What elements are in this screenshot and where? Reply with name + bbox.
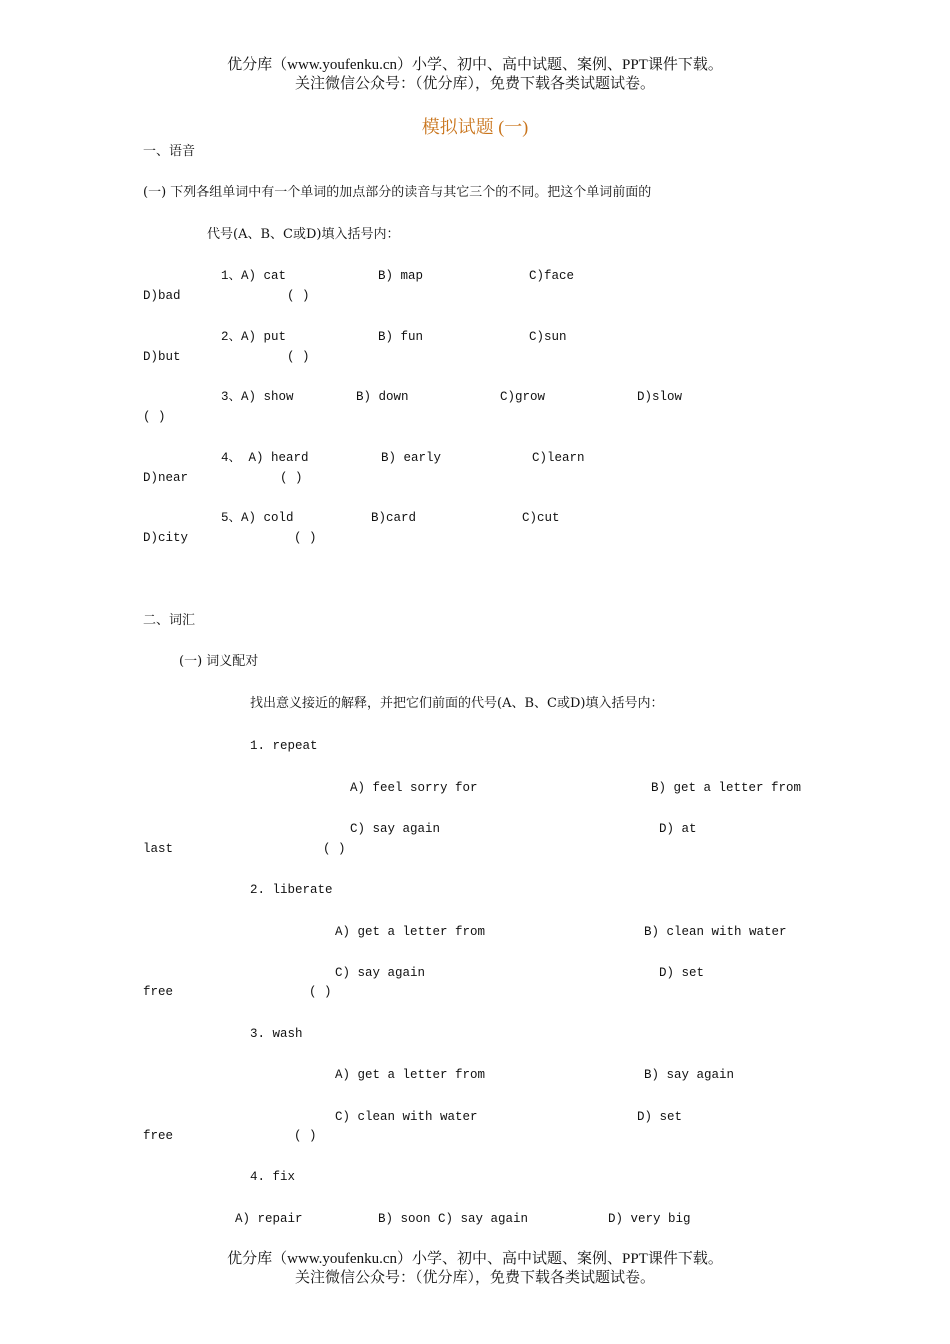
answer-blank: ( ) (143, 410, 166, 424)
answer-blank: ( ) (294, 531, 317, 545)
option-a: A) repair (235, 1212, 303, 1226)
option-c: C)cut (522, 511, 560, 525)
option-c: C) say again (350, 822, 441, 836)
footer-line-2: 关注微信公众号：（优分库），免费下载各类试题试卷。 (294, 1270, 655, 1286)
option-b: B) down (356, 390, 409, 404)
option-a: A) get a letter from (335, 925, 486, 939)
answer-blank: ( ) (294, 1129, 317, 1143)
option-d-continued: free (143, 1129, 174, 1143)
option-a: 3、A) show (221, 390, 294, 404)
option-c: C)face (529, 269, 575, 283)
option-d: D)near (143, 471, 189, 485)
option-d-continued: last (143, 842, 174, 856)
page-title: 模拟试题 (一) (421, 117, 529, 137)
option-d: D)slow (637, 390, 683, 404)
answer-blank: ( ) (280, 471, 303, 485)
option-d: D) set (637, 1110, 683, 1124)
option-a: 1、A) cat (221, 269, 287, 283)
option-a: 4、 A) heard (221, 451, 309, 465)
option-c: C)grow (500, 390, 546, 404)
option-b: B) fun (378, 330, 424, 344)
option-c: C)sun (529, 330, 567, 344)
option-d: D)bad (143, 289, 181, 303)
section-1-part-1-instruction: 代号(A、B、C或D)填入括号内： (207, 227, 400, 242)
option-b: B) map (378, 269, 424, 283)
section-2-heading: 二、词汇 (143, 613, 196, 628)
footer-line-1: 优分库（www.youfenku.cn）小学、初中、高中试题、案例、PPT课件下载。 (227, 1251, 723, 1267)
option-d: D) very big (608, 1212, 691, 1226)
question-word: 2. liberate (250, 883, 333, 897)
option-a: A) get a letter from (335, 1068, 486, 1082)
header-line-1: 优分库（www.youfenku.cn）小学、初中、高中试题、案例、PPT课件下载。 (227, 57, 723, 73)
option-b: B)card (371, 511, 417, 525)
option-d: D) at (659, 822, 697, 836)
section-2-instruction: 找出意义接近的解释，并把它们前面的代号(A、B、C或D)填入括号内： (250, 696, 664, 711)
option-d-continued: free (143, 985, 174, 999)
option-b: B) get a letter from (651, 781, 802, 795)
question-word: 1. repeat (250, 739, 318, 753)
option-d: D)but (143, 350, 181, 364)
section-1-part-1-heading: (一) 下列各组单词中有一个单词的加点部分的读音与其它三个的不同。把这个单词前面的 (143, 185, 652, 200)
option-c: C) clean with water (335, 1110, 478, 1124)
option-b: B) say again (644, 1068, 735, 1082)
answer-blank: ( ) (309, 985, 332, 999)
option-c: C)learn (532, 451, 585, 465)
answer-blank: ( ) (323, 842, 346, 856)
answer-blank: ( ) (287, 350, 310, 364)
answer-blank: ( ) (287, 289, 310, 303)
option-b: B) early (381, 451, 442, 465)
section-1-heading: 一、语音 (143, 144, 196, 159)
question-word: 4. fix (250, 1170, 296, 1184)
option-d: D) set (659, 966, 705, 980)
option-d: D)city (143, 531, 189, 545)
option-a: A) feel sorry for (350, 781, 478, 795)
option-b-c: B) soon C) say again (378, 1212, 529, 1226)
header-line-2: 关注微信公众号：（优分库），免费下载各类试题试卷。 (294, 76, 655, 92)
option-b: B) clean with water (644, 925, 787, 939)
option-a: 2、A) put (221, 330, 287, 344)
option-a: 5、A) cold (221, 511, 294, 525)
question-word: 3. wash (250, 1027, 303, 1041)
section-2-part-1-heading: (一) 词义配对 (179, 654, 259, 669)
option-c: C) say again (335, 966, 426, 980)
